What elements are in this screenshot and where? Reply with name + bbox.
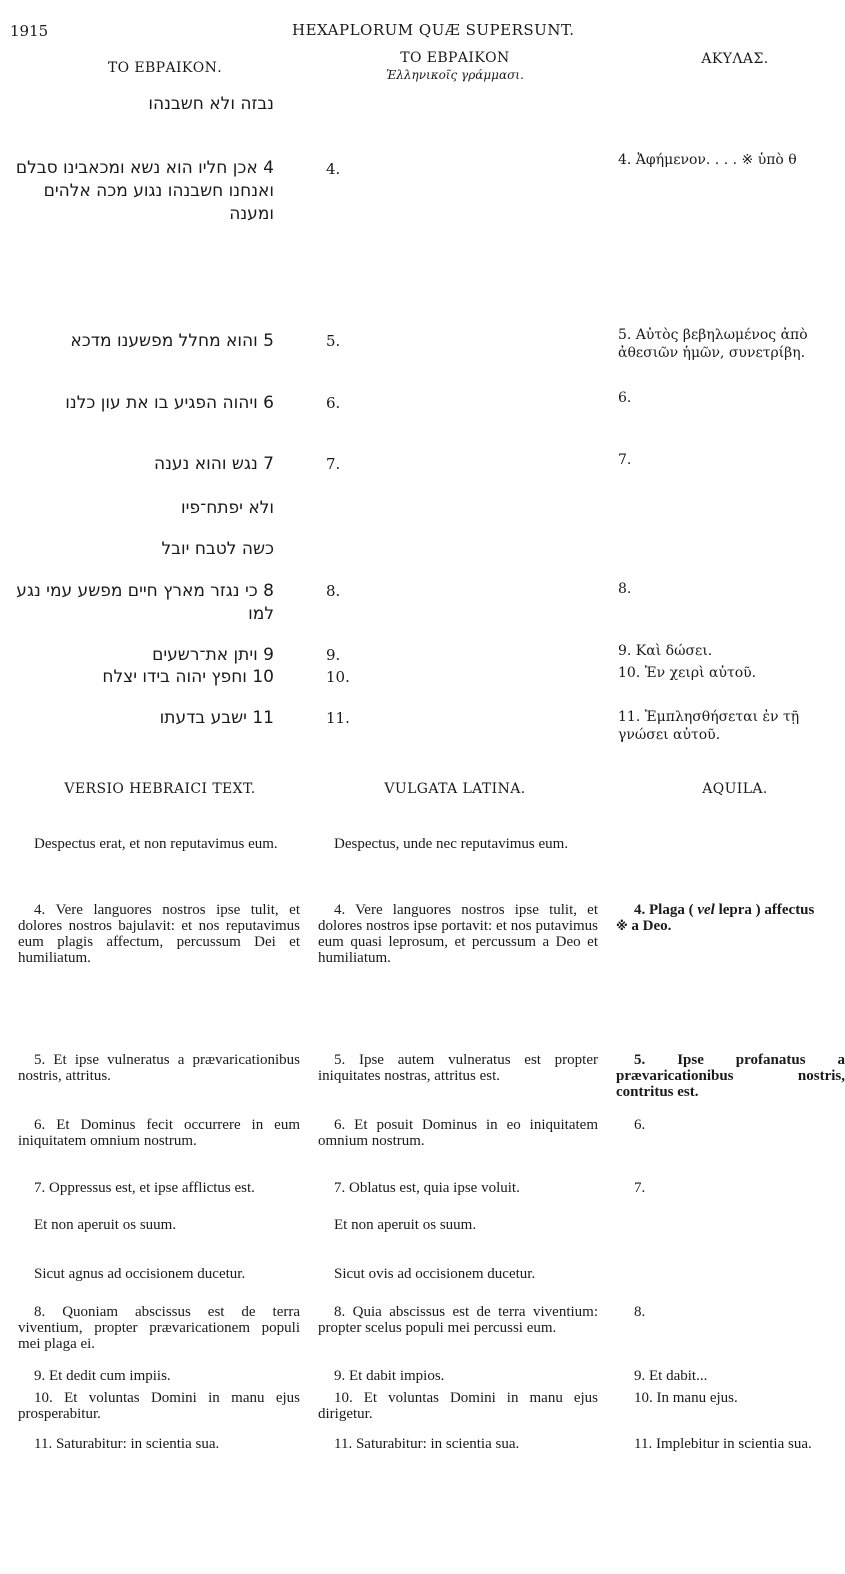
aquila-latin-verse-8: 8. <box>634 1304 646 1320</box>
verse-number: 4. <box>326 160 341 178</box>
verse-number: 9. <box>326 646 341 664</box>
aquila-greek-verse-6: 6. <box>618 390 632 406</box>
vulgata-verse-10: 10. Et voluntas Domini in manu ejus dirigetur. <box>318 1390 598 1422</box>
col-hebrew-title: ΤΟ ΕΒΡΑΙΚΟΝ. <box>107 60 223 76</box>
vulgata-line: Et non aperuit os suum. <box>334 1217 477 1233</box>
versio-verse-8: 8. Quoniam abscissus est de terra viventium, propter prævaricationem populi mei plaga ei. <box>18 1304 300 1352</box>
vulgata-verse-6: 6. Et posuit Dominus in eo iniquitatem omnium nostrum. <box>318 1117 598 1149</box>
hebrew-verse-8: 8 כי נגזר מארץ חיים מפשע עמי נגע למו <box>16 581 274 624</box>
hebrew-verse-5: 5 והוא מחלל מפשענו מדכא <box>70 331 274 351</box>
aquila-latin-verse-11: 11. Implebitur in scientia sua. <box>634 1436 812 1452</box>
aquila-latin-verse-4 <box>616 902 845 918</box>
vulgata-verse-7: 7. Oblatus est, quia ipse voluit. <box>334 1180 520 1196</box>
aquila-latin-text: a Deo. <box>631 918 672 934</box>
aquila-greek-verse-4: 4. Ἀφήμενον. . . . ※ ὑπὸ θ <box>618 152 797 168</box>
verse-number: 6. <box>326 394 341 412</box>
aquila-greek-verse-9: 9. Καὶ δώσει. <box>618 643 713 659</box>
versio-verse-7: 7. Oppressus est, et ipse afflictus est. <box>34 1180 255 1196</box>
versio-verse-4: 4. Vere languores nostros ipse tulit, et dolores nostros bajulavit: et nos reputavimus eum plagis affectum, percussum Dei et humiliatum. <box>18 902 300 966</box>
vulgata-verse-4: 4. Vere languores nostros ipse tulit, et dolores nostros ipse portavit: et nos putavimus eum quasi leprosum, et percussum a Deo et humiliatum. <box>318 902 598 966</box>
versio-line: Despectus erat, et non reputavimus eum. <box>34 836 278 852</box>
aquila-greek-verse-5: 5. Αὐτὸς βεβηλωμένος ἀπὸ ἀθεσιῶν ἡμῶν, συνετρίβη. <box>618 327 808 361</box>
vulgata-verse-11: 11. Saturabitur: in scientia sua. <box>334 1436 520 1452</box>
versio-verse-10: 10. Et voluntas Domini in manu ejus prosperabitur. <box>18 1390 300 1422</box>
aquila-latin-verse-10: 10. In manu ejus. <box>634 1390 738 1406</box>
col-aquila-latin-title: AQUILA. <box>702 781 768 797</box>
aquila-greek-verse-11: 11. Ἐμπλησθήσεται ἐν τῇ γνώσει αὐτοῦ. <box>618 709 800 743</box>
vulgata-verse-9: 9. Et dabit impios. <box>334 1368 445 1384</box>
col-transliteration-subtitle: Ἑλληνικοῖς γράμμασι. <box>386 68 524 82</box>
hebrew-verse-10: 10 וחפץ יהוה בידו יצלח <box>102 667 274 687</box>
hebrew-verse-9: 9 ויתן את־רשעים <box>152 645 274 665</box>
versio-verse-5: 5. Et ipse vulneratus a prævaricationibus nostris, attritus. <box>18 1052 300 1084</box>
versio-verse-9: 9. Et dedit cum impiis. <box>34 1368 171 1384</box>
verse-number: 8. <box>326 582 341 600</box>
verse-number: 10. <box>326 668 350 686</box>
verse-number: 5. <box>326 332 341 350</box>
hebrew-line: ולא יפתח־פיו <box>181 498 274 518</box>
hebrew-verse-7: 7 נגש והוא נענה <box>154 454 274 474</box>
hebrew-line: נבזה ולא חשבנהו <box>148 94 274 114</box>
aquila-greek-verse-7: 7. <box>618 452 632 468</box>
aquila-latin-verse-5: 5. Ipse profanatus a prævaricationibus nostris, contritus est. <box>616 1052 845 1100</box>
vulgata-line: Sicut ovis ad occisionem ducetur. <box>334 1266 536 1282</box>
aquila-latin-verse-6: 6. <box>634 1117 646 1133</box>
verse-number: 4. <box>634 902 646 918</box>
asteriskos-icon: ※ <box>616 919 628 933</box>
aquila-latin-text: Plaga ( <box>649 902 694 918</box>
aquila-greek-verse-8: 8. <box>618 581 632 597</box>
versio-line: Et non aperuit os suum. <box>34 1217 177 1233</box>
aquila-latin-vel: vel <box>697 902 715 918</box>
versio-line: Sicut agnus ad occisionem ducetur. <box>34 1266 246 1282</box>
col-aquila-title: ΑΚΥΛΑΣ. <box>701 51 769 67</box>
verse-number: 11. <box>326 709 350 727</box>
running-title: HEXAPLORUM QUÆ SUPERSUNT. <box>292 21 575 39</box>
hebrew-verse-6: 6 ויהוה הפגיע בו את עון כלנו <box>65 393 274 413</box>
aquila-latin-verse-9: 9. Et dabit... <box>634 1368 708 1384</box>
hebrew-verse-4: 4 אכן חליו הוא נשא ומכאבינו סבלם ואנחנו חשבנהו נגוע מכה אלהים ומענה <box>15 158 274 224</box>
versio-verse-11: 11. Saturabitur: in scientia sua. <box>34 1436 220 1452</box>
vulgata-verse-8: 8. Quia abscissus est de terra viventium: propter scelus populi mei percussi eum. <box>318 1304 598 1336</box>
aquila-latin-verse-4-line2 <box>616 918 845 934</box>
page-number: 1915 <box>10 22 49 40</box>
col-transliteration-title: ΤΟ ΕΒΡΑΙΚΟΝ <box>400 50 510 66</box>
aquila-latin-text: lepra ) affectus <box>718 902 815 918</box>
col-versio-title: VERSIO HEBRAICI TEXT. <box>64 781 256 797</box>
col-vulgata-title: VULGATA LATINA. <box>384 781 526 797</box>
vulgata-line: Despectus, unde nec reputavimus eum. <box>334 836 569 852</box>
aquila-latin-verse-7: 7. <box>634 1180 646 1196</box>
aquila-greek-verse-10: 10. Ἐν χειρὶ αὐτοῦ. <box>618 665 757 681</box>
hebrew-verse-11: 11 ישבע בדעתו <box>159 708 274 728</box>
versio-verse-6: 6. Et Dominus fecit occurrere in eum iniquitatem omnium nostrum. <box>18 1117 300 1149</box>
hebrew-line: כשה לטבח יובל <box>161 539 274 559</box>
vulgata-verse-5: 5. Ipse autem vulneratus est propter iniquitates nostras, attritus est. <box>318 1052 598 1084</box>
verse-number: 7. <box>326 455 341 473</box>
